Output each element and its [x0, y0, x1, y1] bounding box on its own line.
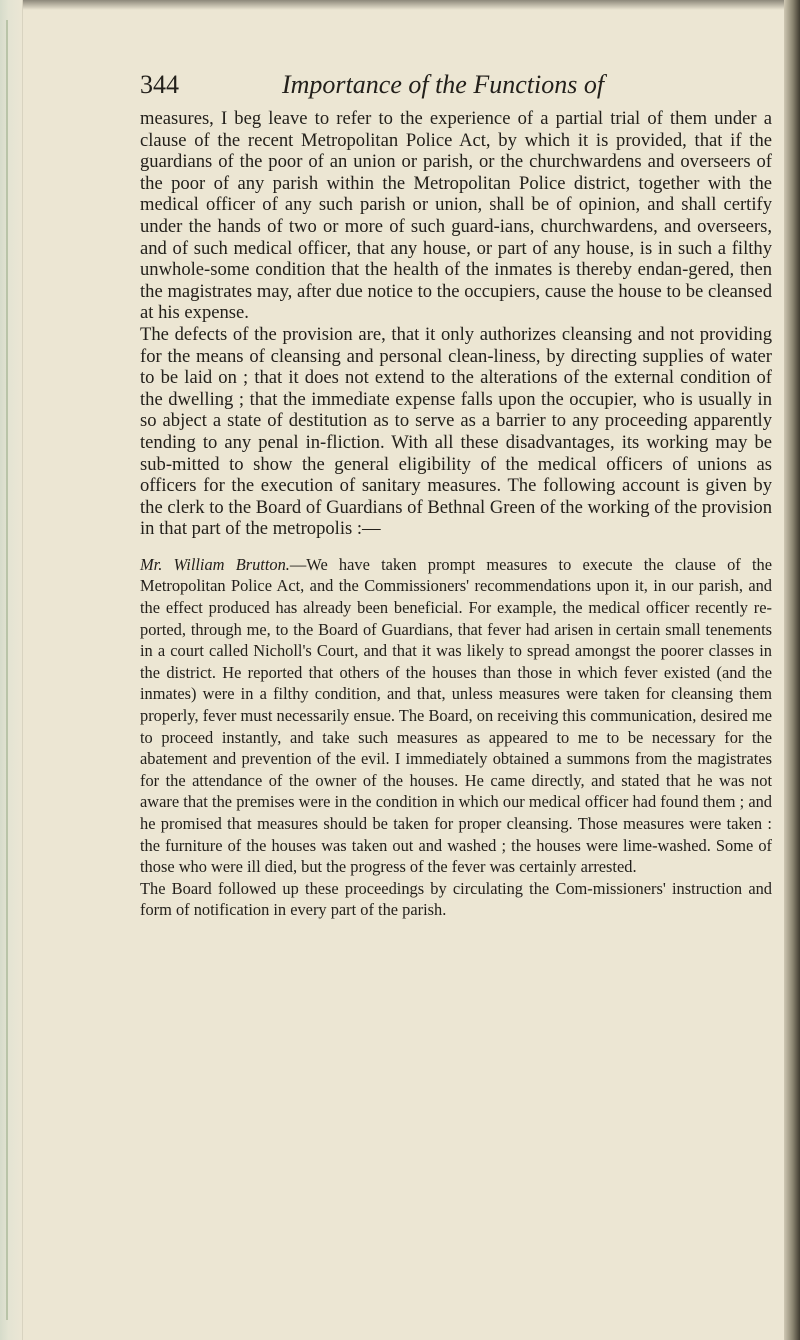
page-number: 344 — [140, 70, 179, 99]
book-page — [140, 64, 772, 921]
letter-speaker: Mr. William Brutton. — [140, 554, 290, 574]
quoted-letter — [140, 554, 772, 921]
letter-paragraph-1 — [140, 554, 772, 878]
paragraph-intro-2: The defects of the provision are, that it only authorizes cleansing and not providing for the means of cleansing and personal clean-liness, by directing supplies of water to be laid on ; that it does not extend to the alterations of the external condition of the dwelling ; that the immediate expense falls upon the occupier, who is usually in so abject a state of destitution as to serve as a barrier to any proceeding apparently tending to any penal in-fliction. With all these disadvantages, its working may be sub-mitted to show the general eligibility of the medical officers of unions as officers for the execution of sanitary measures. The following account is given by the clerk to the Board of Guardians of Bethnal Green of the working of the provision in that part of the metropolis :— — [140, 323, 772, 540]
gutter-stripe — [6, 20, 8, 1320]
page-edge-right — [784, 0, 800, 1340]
letter-paragraph-1-text: —We have taken prompt measures to execute the clause of the Metropolitan Police Act, and the Commissioners' recommendations upon it, in our parish, and the effect produced has already been beneficial. For example, the medical officer recently re-ported, through me, to the Board of Guardians, that fever had arisen in certain small tenements in a court called Nicholl's Court, and that it was likely to spread amongst the poorer classes in the district. He reported that others of the houses than those in which fever existed (and the inmates) were in a filthy condition, and that, unless measures were taken for cleansing them properly, fever must necessarily ensue. The Board, on receiving this communication, desired me to proceed instantly, and take such measures as appeared to me to be necessary for the abatement and prevention of the evil. I immediately obtained a summons from the magistrates for the attendance of the owner of the houses. He came directly, and stated that he was not aware that the premises were in the condition in which our medical officer had found them ; and he promised that measures should be taken for proper cleansing. Those measures were taken : the furniture of the houses was taken out and washed ; the houses were lime-washed. Some of those who were ill died, but the progress of the fever was certainly arrested. — [140, 554, 773, 877]
book-gutter-left — [0, 0, 23, 1340]
page-header — [140, 64, 772, 108]
letter-paragraph-2: The Board followed up these proceedings by circulating the Com-missioners' instruction and form of notification in every part of the parish. — [140, 878, 772, 920]
section-gap — [140, 540, 772, 554]
page-top-shadow — [0, 0, 800, 10]
running-title: Importance of the Functions of — [282, 70, 605, 99]
paragraph-intro-1: measures, I beg leave to refer to the experience of a partial trial of them under a clause of the recent Metropolitan Police Act, by which it is provided, that if the guardians of the poor of an union or parish, or the churchwardens and overseers of the poor of any parish within the Metropolitan Police district, together with the medical officer of any such parish or union, shall be of opinion, and shall certify under the hands of two or more of such guard-ians, churchwardens, and overseers, and of such medical officer, that any house, or part of any house, is in such a filthy unwhole-some condition that the health of the inmates is thereby endan-gered, then the magistrates may, after due notice to the occupiers, cause the house to be cleansed at his expense. — [140, 108, 772, 324]
main-text — [140, 108, 772, 540]
